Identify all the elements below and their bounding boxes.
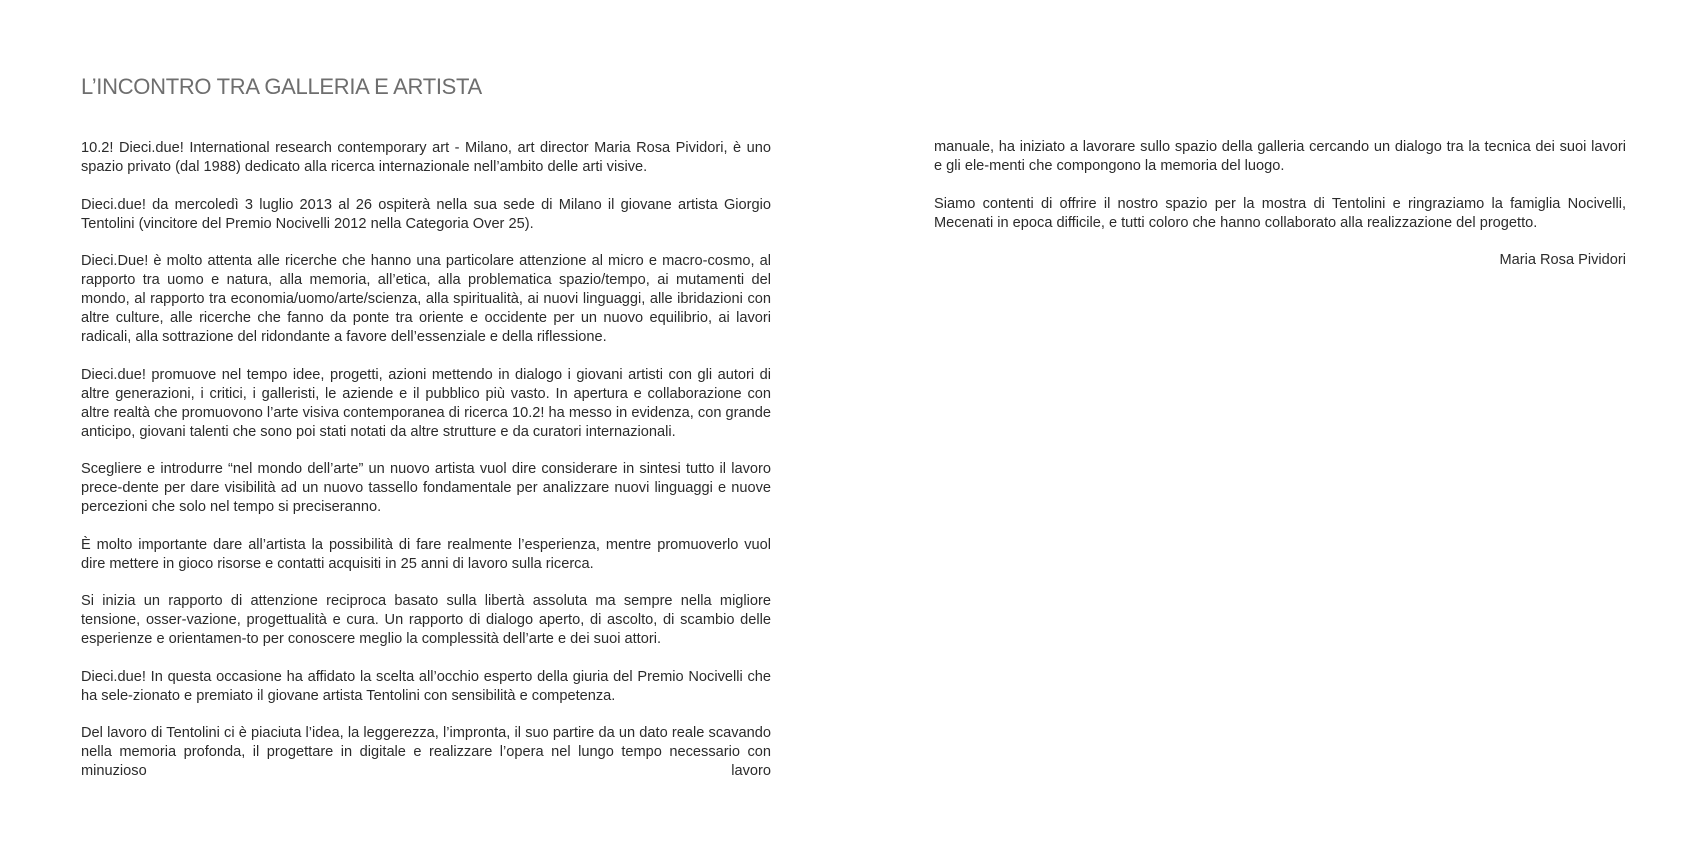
paragraph: Siamo contenti di offrire il nostro spazio per la mostra di Tentolini e ringraziamo la famiglia Nocivelli, Mecenati in epoca difficile, e tutti coloro che hanno collaborato alla realizzazione del progetto. [934,195,1626,231]
page-title: L’INCONTRO TRA GALLERIA E ARTISTA [81,74,482,99]
paragraph: 10.2! Dieci.due! International research contemporary art - Milano, art director Maria Rosa Pividori, è uno spazio privato (dal 1988) dedicato alla ricerca internazionale nell’ambito delle arti visive. [81,140,771,175]
paragraph: Si inizia un rapporto di attenzione reciproca basato sulla libertà assoluta ma sempre nella migliore tensione, osser-vazione, progettualità e cura. Un rapporto di dialogo aperto, di ascolto, di scambio delle esperienze e orientamen-to per conoscere meglio la complessità dell’arte e dei suoi attori. [81,593,771,647]
paragraph: È molto importante dare all’artista la possibilità di fare realmente l’esperienza, mentre promuoverlo vuol dire mettere in gioco risorse e contatti acquisiti in 25 anni di lavoro sulla ricerca. [81,536,771,572]
signature: Maria Rosa Pividori [1499,252,1626,268]
right-column [934,138,1626,289]
paragraph: Dieci.due! In questa occasione ha affidato la scelta all’occhio esperto della giuria del Premio Nocivelli che ha sele-zionato e premiato il giovane artista Tentolini con sensibilità e competenza. [81,668,771,704]
paragraph: Dieci.Due! è molto attenta alle ricerche che hanno una particolare attenzione al micro e macro-cosmo, al rapporto tra uomo e natura, alla memoria, all’etica, alla problematica spazio/tempo, ai mutamenti del mondo, al rapporto tra economia/uomo/arte/scienza, alla spiritualità, ai nuovi linguaggi, alle ibridazioni con altre culture, alle ricerche che fanno da ponte tra oriente e occidente per un nuovo equilibrio, ai lavori radicali, alla sottrazione del ridondante a favore dell’essenziale e della riflessione. [81,253,771,345]
paragraph: Del lavoro di Tentolini ci è piaciuta l’idea, la leggerezza, l’impronta, il suo partire da un dato reale scavando nella memoria profonda, il progettare in digitale e realizzare l’opera nel lungo tempo necessario con minuzioso lavoro [81,725,771,779]
paragraph: Dieci.due! promuove nel tempo idee, progetti, azioni mettendo in dialogo i giovani artisti con gli autori di altre generazioni, i critici, i galleristi, le aziende e il pubblico più vasto. In apertura e collaborazione con altre realtà che promuovono l’arte visiva contemporanea di ricerca 10.2! ha messo in evidenza, con grande anticipo, giovani talenti che sono poi stati notati da altre strutture e da curatori internazionali. [81,366,771,440]
left-column [81,139,771,800]
paragraph: manuale, ha iniziato a lavorare sullo spazio della galleria cercando un dialogo tra la tecnica dei suoi lavori e gli ele-menti che compongono la memoria del luogo. [934,139,1626,174]
paragraph: Dieci.due! da mercoledì 3 luglio 2013 al 26 ospiterà nella sua sede di Milano il giovane artista Giorgio Tentolini (vincitore del Premio Nocivelli 2012 nella Categoria Over 25). [81,196,771,232]
paragraph: Scegliere e introdurre “nel mondo dell’arte” un nuovo artista vuol dire considerare in sintesi tutto il lavoro prece-dente per dare visibilità ad un nuovo tassello fondamentale per analizzare nuovi linguaggi e nuove percezioni che solo nel tempo si preciseranno. [81,461,771,515]
